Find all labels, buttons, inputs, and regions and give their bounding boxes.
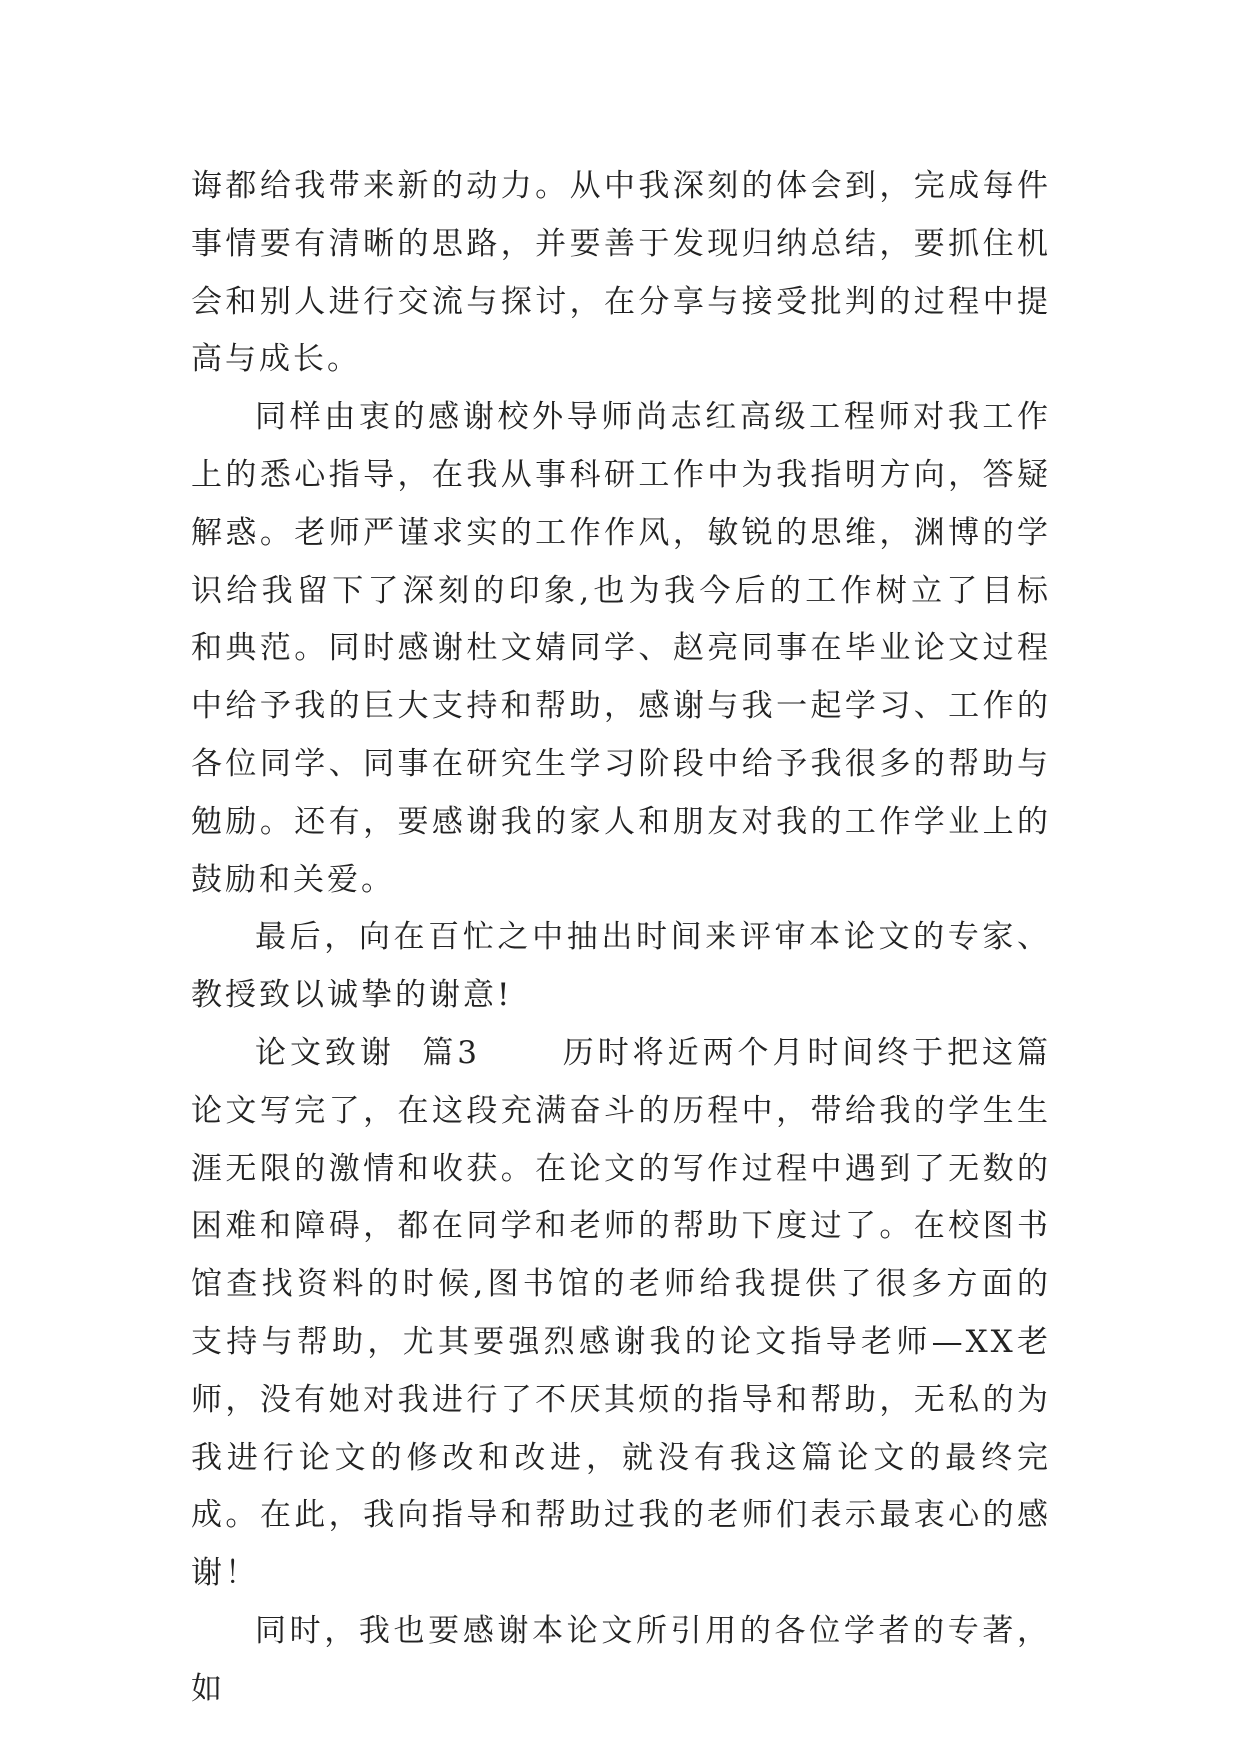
paragraph-4: 论文致谢 篇3 历时将近两个月时间终于把这篇论文写完了，在这段充满奋斗的历程中，带给我的学生生涯无限的激情和收获。在论文的写作过程中遇到了无数的困难和障碍，都在同学和老师的帮助下度过了。在校图书馆查找资料的时候,图书馆的老师给我提供了很多方面的支持与帮助，尤其要强烈感谢我的论文指导老师—XX老师，没有她对我进行了不厌其烦的指导和帮助，无私的为我进行论文的修改和改进，就没有我这篇论文的最终完成。在此，我向指导和帮助过我的老师们表示最衷心的感谢！ xyxy=(191,1034,1051,1592)
paragraph-2: 同样由衷的感谢校外导师尚志红高级工程师对我工作上的悉心指导，在我从事科研工作中为我指明方向，答疑解惑。老师严谨求实的工作作风，敏锐的思维，渊博的学识给我留下了深刻的印象,也为我今后的工作树立了目标和典范。同时感谢杜文婧同学、赵亮同事在毕业论文过程中给予我的巨大支持和帮助，感谢与我一起学习、工作的各位同学、同事在研究生学习阶段中给予我很多的帮助与勉励。还有，要感谢我的家人和朋友对我的工作学业上的鼓励和关爱。 xyxy=(191,399,1051,898)
paragraph-5: 同时，我也要感谢本论文所引用的各位学者的专著，如 xyxy=(191,1612,1051,1707)
paragraph-1: 诲都给我带来新的动力。从中我深刻的体会到，完成每件事情要有清晰的思路，并要善于发现归纳总结，要抓住机会和别人进行交流与探讨，在分享与接受批判的过程中提高与成长。 xyxy=(191,168,1051,378)
paragraph-3: 最后，向在百忙之中抽出时间来评审本论文的专家、教授致以诚挚的谢意! xyxy=(191,919,1051,1014)
document-body xyxy=(191,158,1051,1719)
